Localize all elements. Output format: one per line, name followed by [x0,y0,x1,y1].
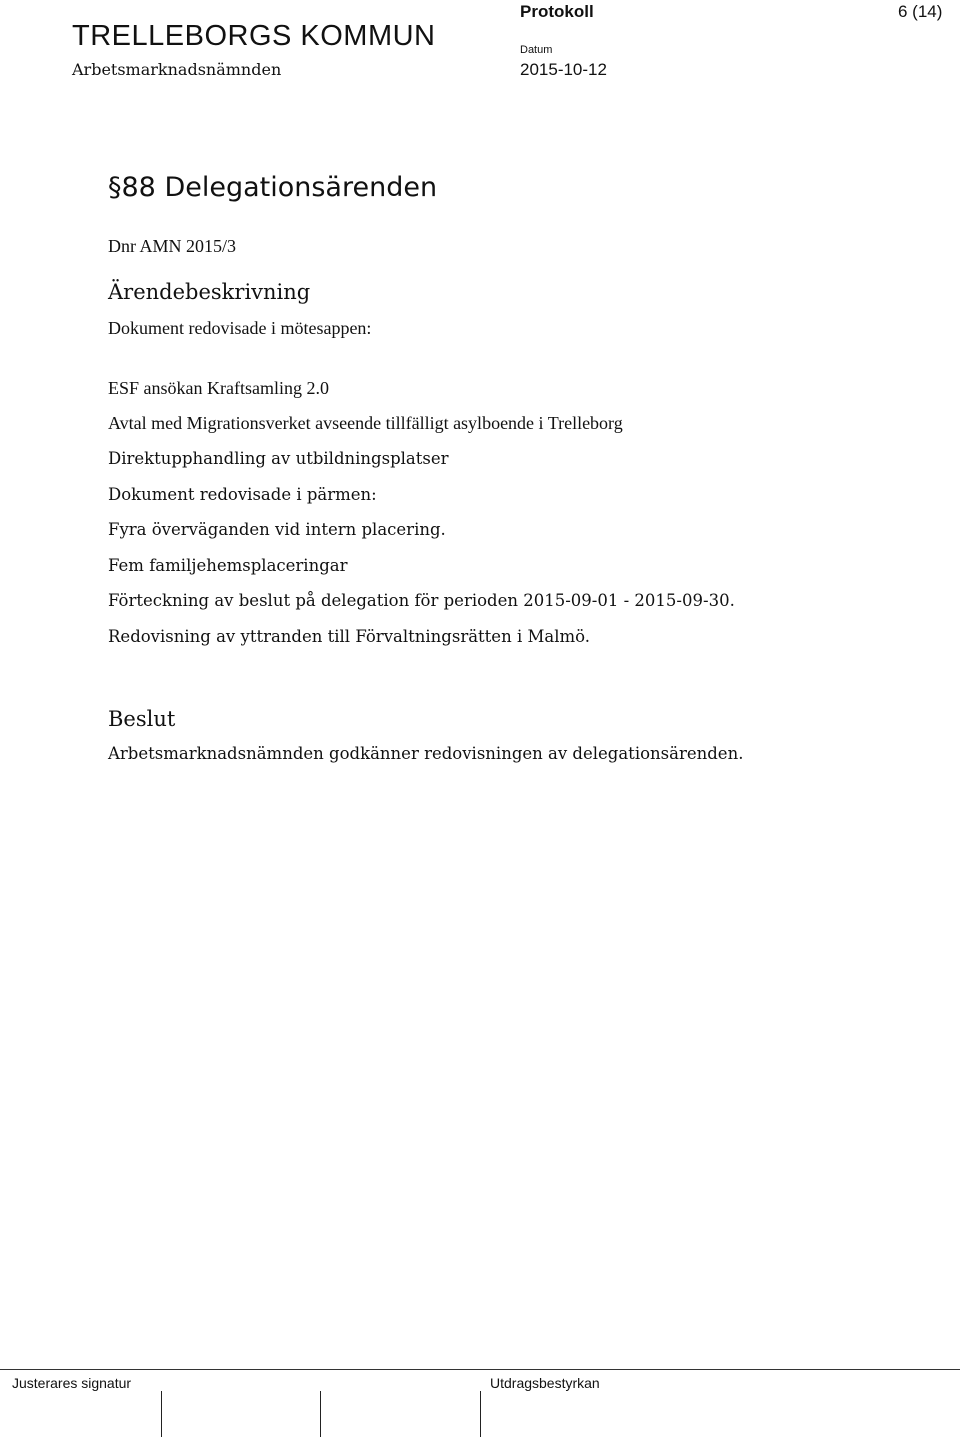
signature-box-divider [161,1391,162,1437]
dnr-number: Dnr AMN 2015/3 [108,236,237,256]
description-line: Redovisning av yttranden till Förvaltningsrätten i Malmö. [108,627,591,646]
description-line: Fyra överväganden vid intern placering. [108,520,446,539]
description-line: Dokument redovisade i mötesappen: [108,318,372,338]
signature-box-divider [320,1391,321,1437]
document-type: Protokoll [520,2,594,21]
signature-box-divider [480,1391,481,1437]
signature-label: Justerares signatur [12,1375,132,1391]
board-name: Arbetsmarknadsnämnden [72,60,282,79]
decision-heading: Beslut [108,707,176,731]
description-line: ESF ansökan Kraftsamling 2.0 [108,378,329,398]
date-label: Datum [520,44,553,56]
description-line: Förteckning av beslut på delegation för perioden 2015-09-01 - 2015-09-30. [108,591,735,610]
date-value: 2015-10-12 [520,60,607,79]
organization-name: TRELLEBORGS KOMMUN [72,20,436,52]
section-title: §88 Delegationsärenden [108,172,438,203]
description-line: Fem familjehemsplaceringar [108,556,348,575]
extract-label: Utdragsbestyrkan [490,1375,600,1391]
description-heading: Ärendebeskrivning [108,280,311,304]
description-line: Dokument redovisade i pärmen: [108,485,377,504]
description-line: Direktupphandling av utbildningsplatser [108,449,449,468]
decision-text: Arbetsmarknadsnämnden godkänner redovisningen av delegationsärenden. [108,744,744,763]
description-line: Avtal med Migrationsverket avseende tillfälligt asylboende i Trelleborg [108,413,623,433]
page-number: 6 (14) [898,2,943,21]
footer-divider [0,1369,960,1370]
